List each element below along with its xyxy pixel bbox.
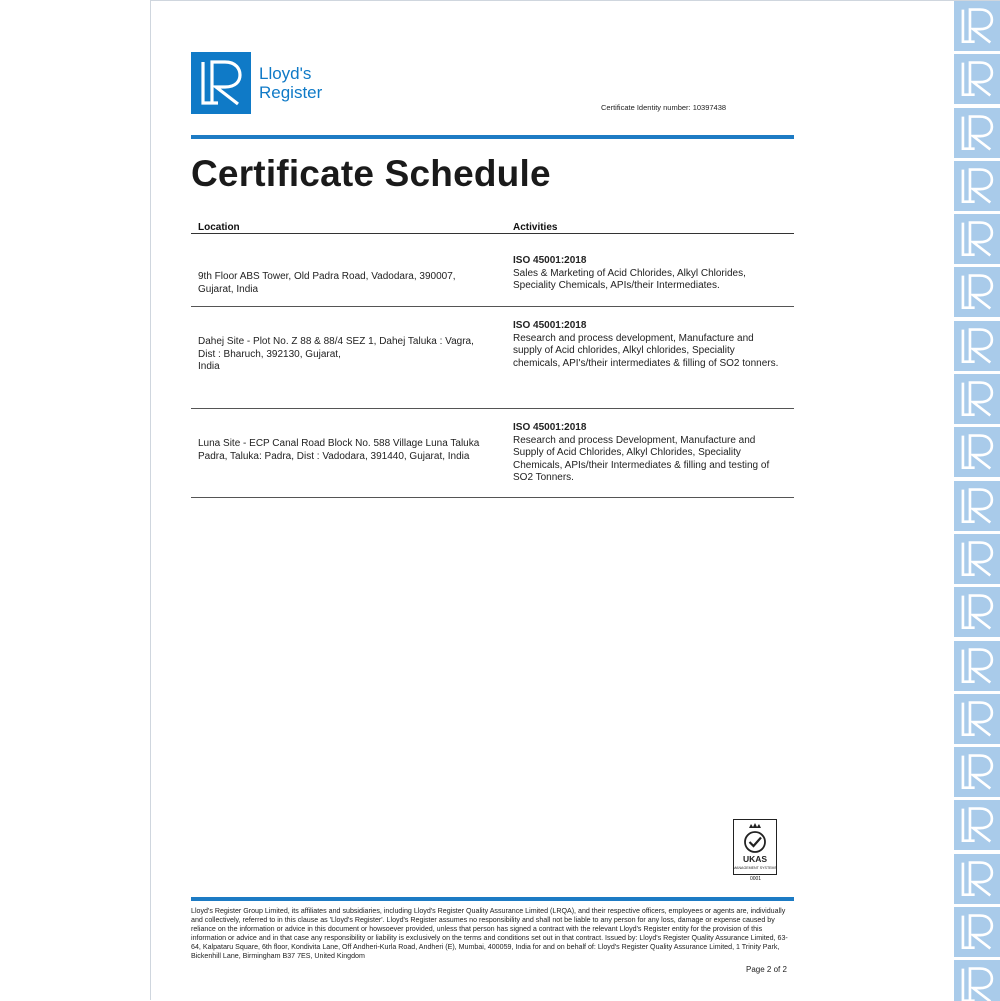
lr-tile-icon [954,854,1000,904]
lr-tile-icon [954,1,1000,51]
header-rule [191,135,794,139]
row-1-activity-text: Sales & Marketing of Acid Chlorides, Alkyl Chlorides, Speciality Chemicals, APIs/their Intermediates. [513,267,746,292]
lloyds-register-logo [191,52,322,114]
row-divider [191,306,794,307]
ukas-number: 0001 [749,876,762,882]
footer-disclaimer-text: Lloyd's Register Group Limited, its affiliates and subsidiaries, including Lloyd's Register Quality Assurance Limited (LRQA), and their respective officers, employees or agents are, individually and collectively, referred to in this clause as 'Lloyd's Register'. Lloyd's Register assumes no responsibility and shall not be liable to any person for any loss, damage or expense caused by reliance on the information or advice in this document or howsoever provided, unless that person has signed a contract with the relevant Lloyd's Register entity for the provision of this information or advice and in that case any responsibility or liability is exclusively on the terms and conditions set out in that contract. [191,907,786,943]
table-row-2-location [198,336,488,374]
svg-text:MANAGEMENT SYSTEMS: MANAGEMENT SYSTEMS [734,866,776,870]
ukas-logo-box [733,819,777,875]
certificate-page [150,0,1000,1000]
ukas-crown-check-icon [734,820,776,874]
table-header [191,219,794,234]
row-divider [191,497,794,498]
lr-tile-icon [954,587,1000,637]
page-number: Page 2 of 2 [746,965,787,974]
lr-tile-icon [954,374,1000,424]
table-row-2-activities [513,320,783,370]
column-header-activities: Activities [513,222,558,233]
lr-tile-icon [954,161,1000,211]
lr-logo-icon [191,52,251,114]
row-divider [191,408,794,409]
column-header-location: Location [198,222,240,233]
lr-tile-icon [954,54,1000,104]
row-2-activity-text: Research and process development, Manufacture and supply of Acid chlorides, Alkyl chlorides, Speciality chemicals, API's/their intermediates & filling of SO2 tonners. [513,332,779,369]
lr-tile-icon [954,267,1000,317]
lr-tile-icon [954,694,1000,744]
row-1-standard: ISO 45001:2018 [513,255,587,266]
page-title: Certificate Schedule [191,153,551,194]
lr-tile-icon [954,907,1000,957]
table-row-3-activities [513,422,783,485]
logo-text-line2: Register [259,83,323,102]
row-3-activity-text: Research and process Development, Manufacture and Supply of Acid Chlorides, Alkyl Chlorides, Speciality Chemicals, APIs/their Intermediates & filling and testing of SO2 Tonners. [513,434,770,484]
ukas-accreditation-mark [733,819,778,882]
logo-text-line1: Lloyd's [259,64,312,83]
certificate-identity-number: Certificate Identity number: 10397438 [601,103,727,112]
table-row-1-location: 9th Floor ABS Tower, Old Padra Road, Vadodara, 390007, Gujarat, India [198,271,456,295]
lr-tile-icon [954,960,1000,1001]
lr-tile-icon [954,641,1000,691]
lr-tile-icon [954,214,1000,264]
lr-tile-icon [954,481,1000,531]
lr-tile-icon [954,427,1000,477]
lr-tile-icon [954,747,1000,797]
row-2-location-country: India [198,361,220,373]
row-2-location-text: Dahej Site - Plot No. Z 88 & 88/4 SEZ 1, Dahej Taluka : Vagra, Dist : Bharuch, 392130, Gujarat, [198,336,474,360]
footer-issued-by: Issued by: Lloyd's Register Quality Assurance Limited, 63-64, Kalpataru Square, 6th floor, Kondivita Lane, Off Andheri-Kurla Road, Andheri (E), Mumbai, 400059, India for and on behalf of: Lloyd's Register Quality Assurance Limited, 1 Trinity Park, Bickenhill Lane, Birmingham B37 7ES, United Kingdom [191,934,788,961]
lr-tile-icon [954,108,1000,158]
table-row-3-location: Luna Site - ECP Canal Road Block No. 588 Village Luna Taluka Padra, Taluka: Padra, Dist : Vadodara, 391440, Gujarat, India [198,438,480,462]
footer-rule [191,897,794,901]
svg-text:UKAS: UKAS [742,854,768,864]
lr-tile-icon [954,800,1000,850]
lr-side-strip [953,1,1000,1001]
row-3-standard: ISO 45001:2018 [513,422,587,433]
lr-tile-icon [954,321,1000,371]
table-row-1-activities [513,255,783,293]
footer-disclaimer [191,907,796,962]
lr-tile-icon [954,534,1000,584]
row-2-standard: ISO 45001:2018 [513,320,587,331]
